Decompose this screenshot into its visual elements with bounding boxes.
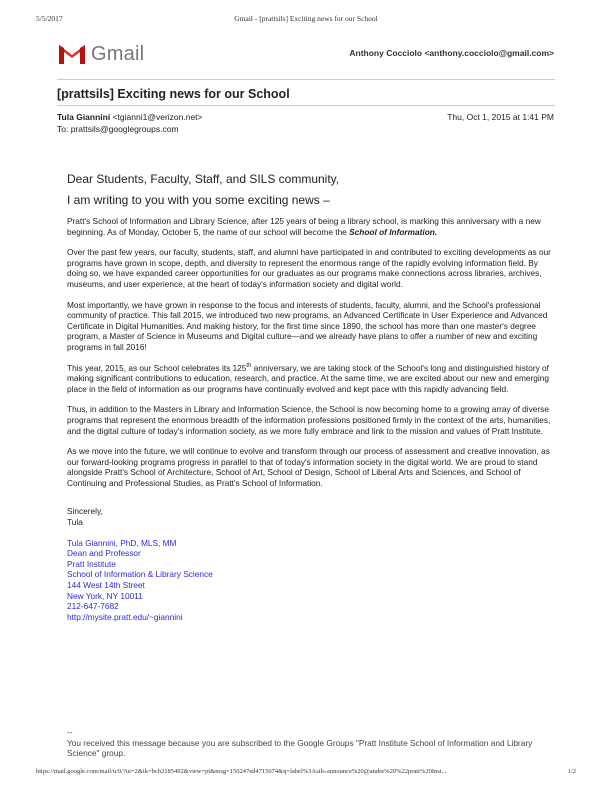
divider xyxy=(57,79,555,80)
greeting: Dear Students, Faculty, Staff, and SILS community, xyxy=(67,172,340,186)
closing xyxy=(67,506,554,527)
sent-date: Thu, Oct 1, 2015 at 1:41 PM xyxy=(447,112,554,122)
paragraph-3: Most importantly, we have grown in response to the focus and interests of students, faculty, alumni, and the School's professional community of practice. This fall 2015, we introduced two new programs, an Advanced Certificate in User Experience and Advanced Certificate in Digital Humanities. And making history, for the first time since 1890, the school has more than one master's degree program, a Master of Science in Museums and Digital culture—and we already have plans to offer a number of new and exciting programs in fall 2016! xyxy=(67,299,548,352)
gmail-m-icon xyxy=(57,43,87,65)
lead-line: I am writing to you with you some exciting news – xyxy=(67,193,330,207)
account-email: Anthony Cocciolo <anthony.cocciolo@gmail.com> xyxy=(349,48,554,58)
signature-title: Dean and Professor xyxy=(67,548,141,559)
paragraph-2: Over the past few years, our faculty, students, staff, and alumni have participated in and contributed to exciting developments as our programs have grown in scope, depth, and diversity to represent the enormous range of the rapidly evolving information field. By doing so, we have expanded career opportunities for our graduates as our programs make connections across libraries, archives, museums, and user experience, at the heart of today's information society and digital world. xyxy=(67,247,551,289)
sender-email: <tgianni1@verizon.net> xyxy=(112,112,203,122)
footer-separator: -- xyxy=(67,727,73,737)
school-name-emphasis: School of Information. xyxy=(349,226,438,237)
paragraph-5: Thus, in addition to the Masters in Library and Information Science, the School is now becoming home to a growing array of diverse programs that represent the enormous breadth of the information professions positioned firmly in the context of the arts, humanities, and the digital culture of today's information society, as we more fully embrace and link to the mission and values of Pratt Institute. xyxy=(67,404,551,436)
sender-name: Tula Giannini xyxy=(57,112,111,122)
paragraph-6: As we move into the future, we will continue to evolve and transform through our process of assessment and creative innovation, as our forward-looking programs progress in parallel to that of today's information society in the digital world. We are proud to stand alongside Pratt's School of Architecture, School of Art, School of Design, School of Liberal Arts and Sciences, and School of Continuing and Professional Studies, as Pratt's School of Information. xyxy=(67,446,550,488)
signature-phone[interactable]: 212-647-7682 xyxy=(67,601,119,612)
print-url: https://mail.google.com/mail/u/0/?ui=2&ik=bcb2185492&view=pt&msg=150247ed4715074&q=label%3Asils-announce%20@andre%20%22pratt%20Inst... xyxy=(36,768,447,775)
closing-name: Tula xyxy=(67,517,83,528)
signature-city: New York, NY 10011 xyxy=(67,590,143,601)
ordinal-suffix: th xyxy=(246,362,252,369)
group-subscription-note: You received this message because you are subscribed to the Google Groups "Pratt Institute School of Information and Library Science" group. xyxy=(67,737,533,759)
divider xyxy=(57,105,555,106)
sender-line xyxy=(57,112,203,122)
signature-street: 144 West 14th Street xyxy=(67,580,145,591)
print-date: 5/5/2017 xyxy=(36,14,63,23)
group-footer xyxy=(67,727,554,759)
page-number: 1/2 xyxy=(567,768,576,775)
message-body xyxy=(67,172,554,622)
paragraph-4-start: This year, 2015, as our School celebrates its 125 xyxy=(67,362,247,373)
gmail-wordmark: Gmail xyxy=(91,42,145,65)
gmail-logo[interactable] xyxy=(57,42,144,66)
print-footer xyxy=(36,768,576,780)
print-header xyxy=(36,14,576,26)
closing-salutation: Sincerely, xyxy=(67,506,103,517)
paragraph-1-text: Pratt's School of Information and Library Science, after 125 years of being a library school, is marking this anniversary with a new beginning. As of Monday, October 5, the name of our school will become the xyxy=(67,216,541,237)
signature-website-link[interactable]: http://mysite.pratt.edu/~giannini xyxy=(67,611,183,622)
email-subject: [prattsils] Exciting news for our School xyxy=(57,87,290,101)
signature-block xyxy=(67,538,554,623)
signature-name: Tula Giannini, PhD, MLS, MM xyxy=(67,537,177,548)
print-title: Gmail - [prattsils] Exciting news for our School xyxy=(234,14,378,23)
paragraph-1 xyxy=(67,216,554,237)
signature-institution: Pratt Institute xyxy=(67,558,116,569)
paragraph-4 xyxy=(67,363,554,395)
signature-school: School of Information & Library Science xyxy=(67,569,213,580)
recipient-line: To: prattsils@googlegroups.com xyxy=(57,124,179,134)
paragraph-4-rest: anniversary, we are taking stock of the School's long and distinguished history of making significant contributions to education, research, and practice. At the same time, we are excited about our new and emerging place in the field of information as our programs have continually evolved and kept pace with this rapidly advancing field. xyxy=(67,362,549,394)
